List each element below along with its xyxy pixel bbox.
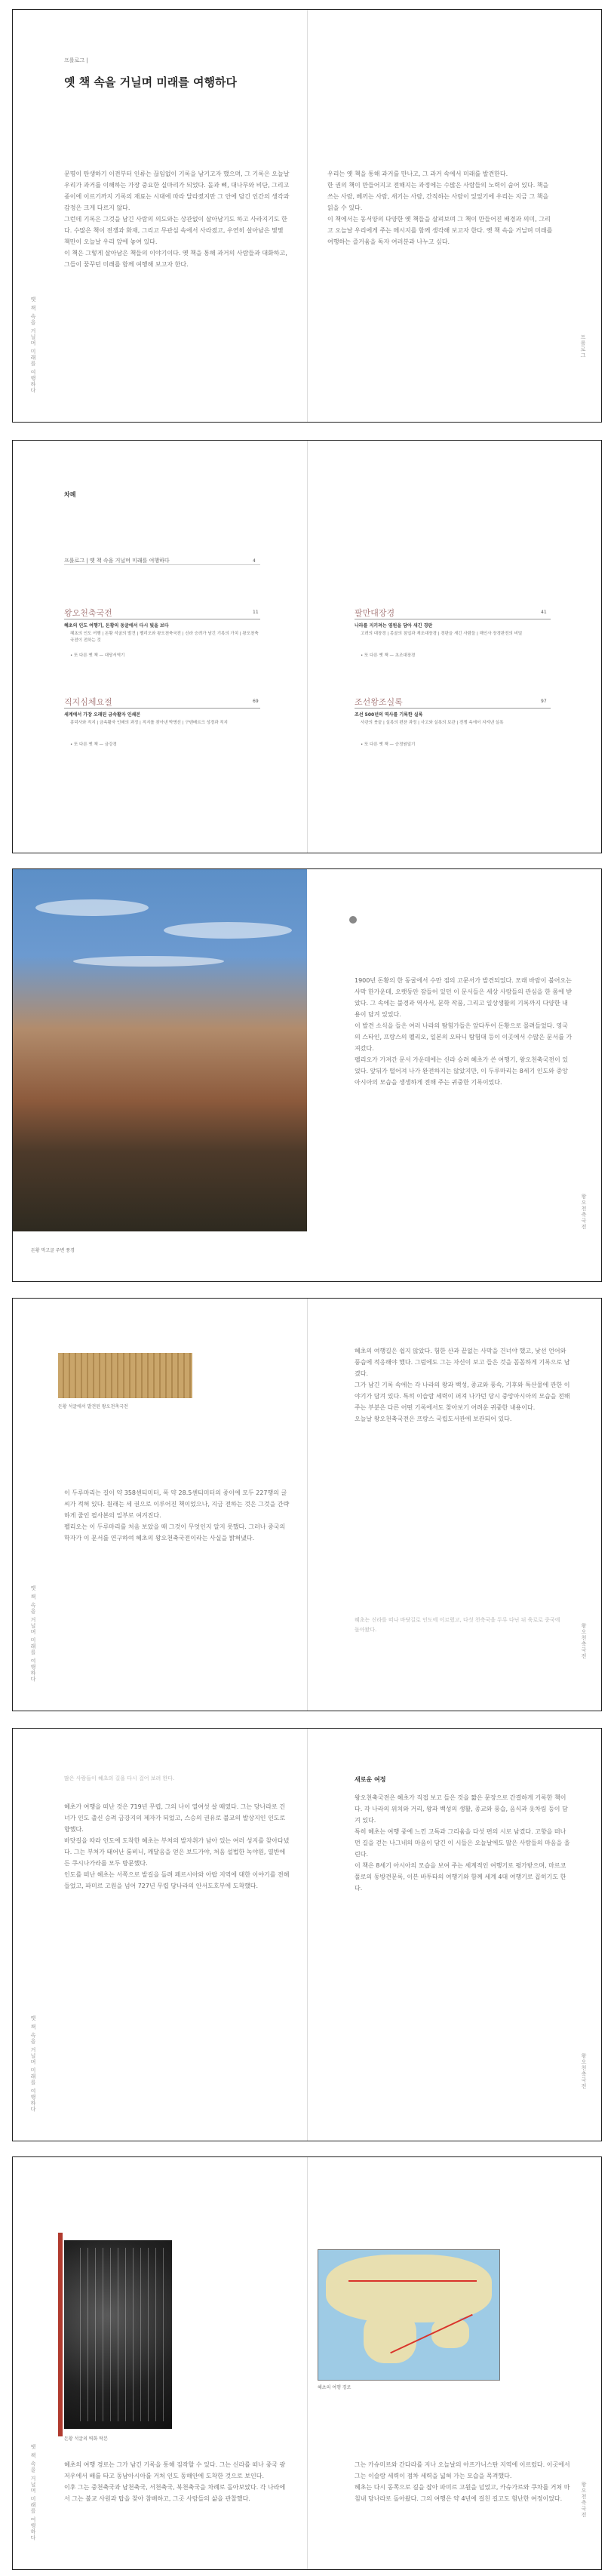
map-land	[326, 2255, 492, 2322]
running-head: 옛 책 속을 거닐며 미래를 여행하다	[30, 2015, 36, 2113]
toc-section-body: 사관의 붓끝 | 실록의 편찬 과정 | 사고와 실록의 보관 | 전쟁 속에서 지켜낸 실록	[361, 721, 504, 725]
cloud	[164, 922, 292, 939]
desert-photo	[13, 869, 307, 1231]
seal-icon	[349, 916, 357, 924]
rubbing-texture	[73, 2248, 164, 2421]
toc-section-summary: 조선 500년의 역사를 기록한 실록	[355, 712, 423, 718]
body-text: 그는 카슈미르와 간다라를 지나 오늘날의 아프가니스탄 지역에 이르렀다. 이곳에서 그는 이슬람 세력이 점차 세력을 넓혀 가는 모습을 목격했다. 혜초는 다시 동쪽으로 길을 잡아 파미르 고원을 넘었고, 카슈가르와 쿠차를 거쳐 마침내 당나라로 돌아왔다. 그의 여행은 약 4년에 걸친 길고도 험난한 여정이었다.	[355, 2461, 570, 2502]
section-kicker: 프롤로그 |	[64, 57, 88, 63]
cloud	[73, 956, 224, 967]
toc-section-body: 흥덕사와 직지 | 금속활자 인쇄의 과정 | 직지를 찾아낸 박병선 | 구텐베르크 성경과 직지	[70, 721, 228, 725]
scroll-image	[58, 1353, 192, 1398]
divider	[64, 708, 260, 709]
cloud	[35, 899, 149, 916]
toc-section-title[interactable]: 직지심체요절	[64, 697, 112, 707]
toc-section-title[interactable]: 조선왕조실록	[355, 697, 403, 707]
body-text: 혜초의 여행 경로는 그가 남긴 기록을 통해 짐작할 수 있다. 그는 신라를 떠나 중국 광저우에서 배를 타고 동남아시아를 거쳐 인도 동해안에 도착한 것으로 보인다. 이후 그는 중천축국과 남천축국, 서천축국, 북천축국을 차례로 돌아보았다. 각 나라에서 그는 불교 사원과 탑을 찾아 참배하고, 그곳 사람들의 삶을 관찰했다.	[64, 2461, 286, 2502]
running-head: 옛 책 속을 거닐며 미래를 여행하다	[30, 1585, 36, 1683]
toc-section-page: 11	[253, 610, 259, 615]
toc-section-body: 혜초의 인도 여행 | 돈황 석굴의 발견 | 펠리오와 왕오천축국전 | 신라 승려가 남긴 기록의 가치 | 왕오천축국전이 전하는 것	[70, 632, 259, 643]
map-land	[364, 2310, 416, 2363]
pull-quote: 혜초는 신라를 떠나 바닷길로 인도에 이르렀고, 다섯 천축국을 두루 다닌 뒤 육로로 중국에 돌아왔다.	[355, 1617, 562, 1633]
spread-prologue	[12, 9, 602, 423]
route-line	[348, 2280, 477, 2282]
toc-section-page: 69	[253, 699, 259, 704]
body-text: 혜초가 여행을 떠난 것은 719년 무렵, 그의 나이 열여섯 살 때였다. 그는 당나라로 건너가 인도 출신 승려 금강지의 제자가 되었고, 스승의 권유로 불교의 발상지인 인도로 향했다. 바닷길을 따라 인도에 도착한 혜초는 부처의 발자취가 남아 있는 여러 성지를 찾아다녔다. 그는 부처가 태어난 룸비니, 깨달음을 얻은 보드가야, 처음 설법한 녹야원, 열반에 든 쿠시나가라를 모두 방문했다. 인도를 떠난 혜초는 서쪽으로 발길을 돌려 페르시아와 아랍 지역에 대한 이야기를 전해 들었고, 파미르 고원을 넘어 727년 무렵 당나라의 안서도호부에 도착했다.	[64, 1803, 290, 1889]
toc-section-page: 97	[541, 699, 547, 704]
pull-quote: 많은 사람들이 혜초의 길을 다시 걸어 보려 한다.	[64, 1775, 175, 1781]
gutter	[307, 1729, 308, 2141]
gutter	[307, 1299, 308, 1711]
toc-section-note: • 또 다른 옛 책 — 초조대장경	[361, 653, 416, 658]
toc-section-summary: 혜초의 인도 여행기, 돈황의 동굴에서 다시 빛을 보다	[64, 623, 169, 629]
running-head: 왕오천축국전	[581, 2482, 587, 2518]
right-page	[308, 10, 601, 422]
divider	[64, 564, 260, 565]
section-subhead: 새로운 여정	[355, 1776, 386, 1783]
body-text: 1900년 돈황의 한 동굴에서 수만 점의 고문서가 발견되었다. 모래 바람이 불어오는 사막 한가운데, 오랫동안 잠들어 있던 이 문서들은 세상 사람들의 관심을 한 몸에 받았다. 그 속에는 불경과 역사서, 문학 작품, 그리고 일상생활의 기록까지 다양한 내용이 담겨 있었다. 이 발견 소식을 들은 여러 나라의 탐험가들은 앞다투어 돈황으로 몰려들었다. 영국의 스타인, 프랑스의 펠리오, 일본의 오타니 탐험대 등이 이곳에서 수많은 문서를 가져갔다. 펠리오가 가져간 문서 가운데에는 신라 승려 혜초가 쓴 여행기, 왕오천축국전이 있었다. 앞뒤가 떨어져 나가 완전하지는 않았지만, 이 두루마리는 8세기 인도와 중앙아시아의 모습을 생생하게 전해 주는 귀중한 기록이었다.	[355, 977, 573, 1086]
body-text: 우리는 옛 책을 통해 과거를 만나고, 그 과거 속에서 미래를 발견한다. 한 권의 책이 만들어지고 전해지는 과정에는 수많은 사람들의 노력이 숨어 있다. 책을 쓰는 사람, 베끼는 사람, 새기는 사람, 간직하는 사람이 있었기에 우리는 지금 그 책을 읽을 수 있다. 이 책에서는 동서양의 다양한 옛 책들을 살펴보며 그 책이 만들어진 배경과 의미, 그리고 오늘날 우리에게 주는 메시지를 함께 생각해 보고자 한다. 옛 책 속을 거닐며 미래를 여행하는 즐거움을 독자 여러분과 나누고 싶다.	[327, 171, 553, 245]
toc-section-summary: 세계에서 가장 오래된 금속활자 인쇄본	[64, 712, 141, 718]
gutter	[307, 441, 308, 853]
image-caption: 돈황 석굴의 벽화 탁본	[64, 2436, 108, 2442]
spread-contents	[12, 440, 602, 853]
image-caption: 돈황 석굴에서 발견된 왕오천축국전	[58, 1404, 128, 1409]
body-text: 혜초의 여행길은 쉽지 않았다. 험한 산과 끝없는 사막을 건너야 했고, 낯선 언어와 풍습에 적응해야 했다. 그럼에도 그는 자신이 보고 들은 것을 꼼꼼하게 기록으로 남겼다. 그가 남긴 기록 속에는 각 나라의 왕과 백성, 종교와 풍속, 기후와 특산물에 관한 이야기가 담겨 있다. 특히 이슬람 세력이 퍼져 나가던 당시 중앙아시아의 모습을 전해 주는 부분은 다른 어떤 기록에서도 찾아보기 어려운 귀중한 내용이다. 오늘날 왕오천축국전은 프랑스 국립도서관에 보관되어 있다.	[355, 1348, 570, 1422]
running-head: 왕오천축국전	[581, 1194, 587, 1230]
photo-caption: 돈황 막고굴 주변 풍경	[31, 1248, 75, 1253]
toc-section-summary: 나라를 지키려는 염원을 담아 새긴 경판	[355, 623, 433, 629]
toc-section-body: 고려의 대장경 | 몽골의 침입과 재조대장경 | 경판을 새긴 사람들 | 해인사 장경판전의 비밀	[361, 632, 523, 636]
toc-section-note: • 또 다른 옛 책 — 대당서역기	[70, 653, 125, 658]
map-caption: 혜초의 여행 경로	[318, 2385, 352, 2390]
toc-section-page: 41	[541, 610, 547, 615]
toc-section-title[interactable]: 팔만대장경	[355, 608, 395, 618]
spread-scroll	[12, 1298, 602, 1711]
toc-section-title[interactable]: 왕오천축국전	[64, 608, 112, 618]
spread-dunhuang	[12, 868, 602, 1282]
running-head: 왕오천축국전	[581, 1623, 587, 1659]
image-frame	[58, 2233, 63, 2436]
toc-section-note: • 또 다른 옛 책 — 승정원일기	[361, 742, 416, 747]
prologue-entry[interactable]: 프롤로그 | 옛 책 속을 거닐며 미래를 여행하다	[64, 558, 170, 564]
page-title: 옛 책 속을 거닐며 미래를 여행하다	[64, 75, 237, 89]
divider	[355, 708, 551, 709]
route-map	[318, 2249, 500, 2381]
spread-route	[12, 2156, 602, 2570]
left-page	[13, 10, 307, 422]
running-head: 옛 책 속을 거닐며 미래를 여행하다	[30, 297, 36, 394]
running-head: 프롤로그	[580, 334, 586, 358]
map-land	[431, 2318, 469, 2348]
body-text: 왕오천축국전은 혜초가 직접 보고 들은 것을 짧은 문장으로 간결하게 기록한 책이다. 각 나라의 위치와 거리, 왕과 백성의 생활, 종교와 풍습, 음식과 옷차림 등이 담겨 있다. 특히 혜초는 여행 중에 느낀 고독과 그리움을 다섯 편의 시로 남겼다. 고향을 떠나 먼 길을 걷는 나그네의 마음이 담긴 이 시들은 오늘날에도 많은 사람들의 마음을 울린다. 이 책은 8세기 아시아의 모습을 보여 주는 세계적인 여행기로 평가받으며, 마르코 폴로의 동방견문록, 이븐 바투타의 여행기와 함께 세계 4대 여행기로 꼽히기도 한다.	[355, 1794, 570, 1892]
body-text: 이 두루마리는 길이 약 358센티미터, 폭 약 28.5센티미터의 종이에 모두 227행의 글씨가 적혀 있다. 원래는 세 권으로 이루어진 책이었으나, 지금 전하는 것은 그것을 간략하게 줄인 필사본의 일부로 여겨진다. 펠리오는 이 두루마리를 처음 보았을 때 그것이 무엇인지 알지 못했다. 그러나 중국의 학자가 이 문서를 연구하여 혜초의 왕오천축국전이라는 사실을 밝혀냈다.	[64, 1489, 290, 1542]
running-head: 왕오천축국전	[581, 2053, 587, 2089]
spread-journey	[12, 1728, 602, 2141]
contents-label: 차례	[64, 491, 76, 498]
prologue-page: 4	[253, 558, 256, 564]
body-text: 문명이 탄생하기 이전부터 인류는 끊임없이 기록을 남기고자 했으며, 그 기록은 오늘날 우리가 과거를 이해하는 가장 중요한 실마리가 되었다. 돌과 뼈, 대나무와 비단, 그리고 종이에 이르기까지 기록의 재료는 시대에 따라 달라졌지만 그 안에 담긴 인간의 생각과 감정은 크게 다르지 않다. 그런데 기록은 그것을 남긴 사람의 의도와는 상관없이 살아남기도 하고 사라지기도 한다. 수많은 책이 전쟁과 화재, 그리고 무관심 속에서 사라졌고, 우연히 살아남은 몇몇 책만이 오늘날 우리 앞에 놓여 있다. 이 책은 그렇게 살아남은 책들의 이야기이다. 옛 책을 통해 과거의 사람들과 대화하고, 그들이 꿈꾸던 미래를 함께 여행해 보고자 한다.	[64, 171, 290, 268]
running-head: 옛 책 속을 거닐며 미래를 여행하다	[30, 2444, 36, 2541]
toc-section-note: • 또 다른 옛 책 — 금강경	[70, 742, 117, 747]
gutter	[307, 2157, 308, 2569]
